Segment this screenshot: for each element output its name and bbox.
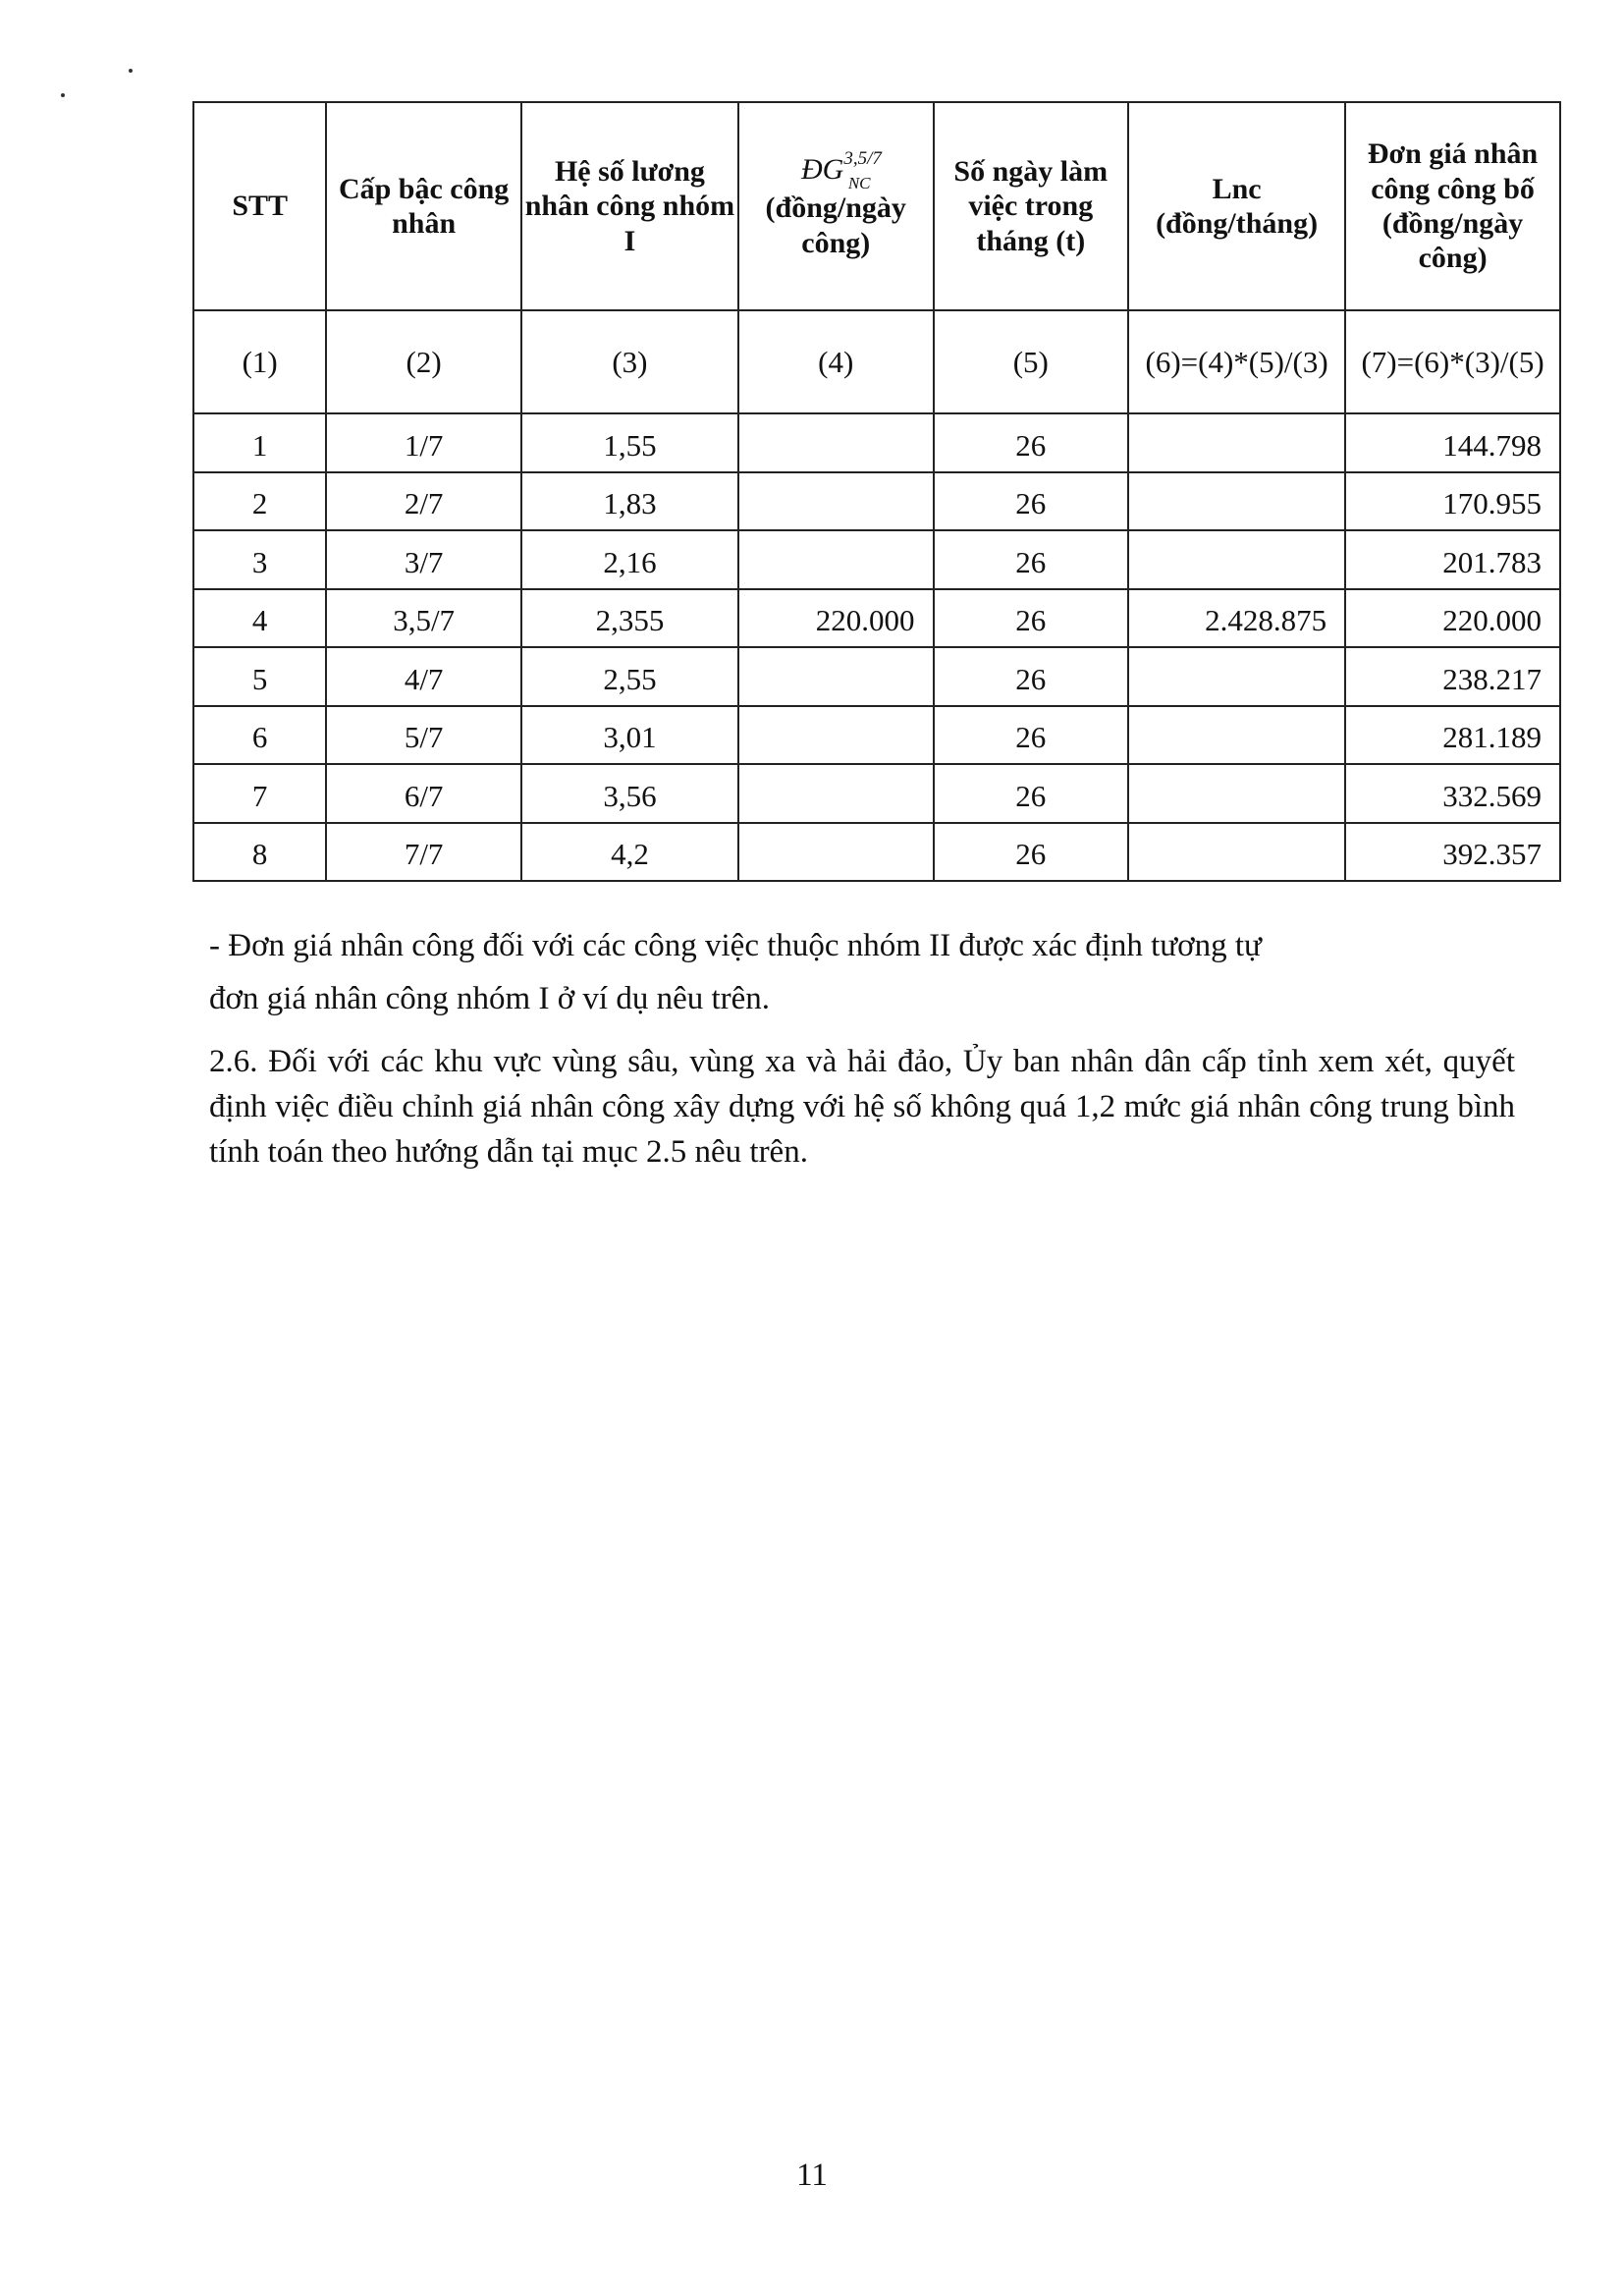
page-number: 11	[796, 2158, 828, 2193]
table-row	[193, 472, 1560, 531]
scan-speck	[129, 69, 133, 73]
cell-days: 26	[934, 764, 1129, 823]
cell-lnc: 2.428.875	[1128, 589, 1345, 648]
cell-grade: 5/7	[326, 706, 521, 765]
paragraph-2-6: 2.6. Đối với các khu vực vùng sâu, vùng xa và hải đảo, Ủy ban nhân dân cấp tỉnh xem xét, quyết định việc điều chỉnh giá nhân công xây dựng với hệ số không quá 1,2 mức giá nhân công trung bình tính toán theo hướng dẫn tại mục 2.5 nêu trên.	[209, 1044, 1515, 1170]
table-row	[193, 589, 1560, 648]
cell-base-price	[738, 647, 934, 706]
table-row	[193, 530, 1560, 589]
index-cell: (7)=(6)*(3)/(5)	[1345, 310, 1560, 413]
table-index-row	[193, 310, 1560, 413]
cell-base-price	[738, 413, 934, 472]
cell-days: 26	[934, 647, 1129, 706]
cell-coefficient: 1,55	[521, 413, 738, 472]
cell-days: 26	[934, 589, 1129, 648]
header-base-unit-price	[738, 102, 934, 310]
cell-base-price	[738, 823, 934, 882]
cell-grade: 6/7	[326, 764, 521, 823]
cell-grade: 7/7	[326, 823, 521, 882]
cell-base-price	[738, 706, 934, 765]
cell-lnc	[1128, 472, 1345, 531]
cell-grade: 2/7	[326, 472, 521, 531]
cell-grade: 3,5/7	[326, 589, 521, 648]
header-wage-coefficient: Hệ số lương nhân công nhóm I	[521, 102, 738, 310]
cell-unit-price: 220.000	[1345, 589, 1560, 648]
index-cell: (4)	[738, 310, 934, 413]
cell-lnc	[1128, 764, 1345, 823]
cell-lnc	[1128, 413, 1345, 472]
cell-coefficient: 4,2	[521, 823, 738, 882]
index-cell: (3)	[521, 310, 738, 413]
table-row	[193, 413, 1560, 472]
index-cell: (5)	[934, 310, 1129, 413]
cell-stt: 8	[193, 823, 326, 882]
paragraph-line: - Đơn giá nhân công đối với các công việc thuộc nhóm II được xác định tương tự	[209, 928, 1262, 963]
cell-base-price: 220.000	[738, 589, 934, 648]
cell-coefficient: 2,355	[521, 589, 738, 648]
cell-lnc	[1128, 823, 1345, 882]
table-header-row	[193, 102, 1560, 310]
cell-stt: 5	[193, 647, 326, 706]
unit-price-symbol: $ĐG^{3,5/7}_{NC}$	[800, 148, 882, 193]
index-cell: (1)	[193, 310, 326, 413]
paragraph-line: đơn giá nhân công nhóm I ở ví dụ nêu trên.	[209, 981, 771, 1016]
cell-unit-price: 332.569	[1345, 764, 1560, 823]
table-row	[193, 823, 1560, 882]
cell-coefficient: 2,16	[521, 530, 738, 589]
paragraph-group-ii-note	[209, 923, 1515, 1021]
cell-stt: 6	[193, 706, 326, 765]
cell-unit-price: 281.189	[1345, 706, 1560, 765]
header-working-days: Số ngày làm việc trong tháng (t)	[934, 102, 1129, 310]
labor-wage-table	[192, 101, 1561, 882]
cell-stt: 3	[193, 530, 326, 589]
cell-unit-price: 170.955	[1345, 472, 1560, 531]
cell-coefficient: 1,83	[521, 472, 738, 531]
header-base-unit-price-label: (đồng/ngày công)	[765, 191, 906, 259]
cell-coefficient: 3,56	[521, 764, 738, 823]
cell-unit-price: 201.783	[1345, 530, 1560, 589]
cell-coefficient: 3,01	[521, 706, 738, 765]
cell-grade: 3/7	[326, 530, 521, 589]
cell-stt: 2	[193, 472, 326, 531]
cell-unit-price: 238.217	[1345, 647, 1560, 706]
cell-coefficient: 2,55	[521, 647, 738, 706]
cell-days: 26	[934, 530, 1129, 589]
cell-stt: 1	[193, 413, 326, 472]
cell-days: 26	[934, 472, 1129, 531]
table-row	[193, 706, 1560, 765]
cell-unit-price: 392.357	[1345, 823, 1560, 882]
table-row	[193, 764, 1560, 823]
scan-speck	[61, 93, 65, 97]
cell-base-price	[738, 530, 934, 589]
cell-base-price	[738, 764, 934, 823]
cell-lnc	[1128, 530, 1345, 589]
header-published-unit-price: Đơn giá nhân công công bố (đồng/ngày công)	[1345, 102, 1560, 310]
cell-grade: 1/7	[326, 413, 521, 472]
table-row	[193, 647, 1560, 706]
header-lnc: Lnc (đồng/tháng)	[1128, 102, 1345, 310]
index-cell: (6)=(4)*(5)/(3)	[1128, 310, 1345, 413]
cell-grade: 4/7	[326, 647, 521, 706]
cell-lnc	[1128, 706, 1345, 765]
cell-days: 26	[934, 413, 1129, 472]
header-stt: STT	[193, 102, 326, 310]
cell-stt: 7	[193, 764, 326, 823]
index-cell: (2)	[326, 310, 521, 413]
cell-stt: 4	[193, 589, 326, 648]
cell-base-price	[738, 472, 934, 531]
header-worker-grade: Cấp bậc công nhân	[326, 102, 521, 310]
cell-lnc	[1128, 647, 1345, 706]
cell-days: 26	[934, 706, 1129, 765]
cell-days: 26	[934, 823, 1129, 882]
cell-unit-price: 144.798	[1345, 413, 1560, 472]
